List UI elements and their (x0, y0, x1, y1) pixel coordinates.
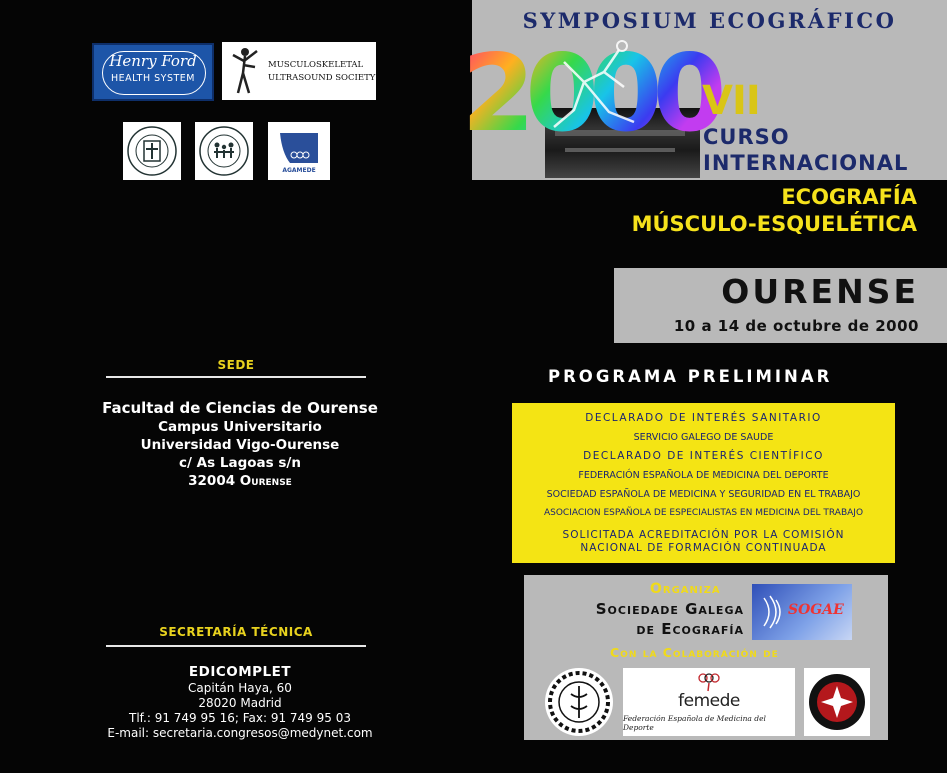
henry-ford-script: Henry Ford (109, 52, 197, 70)
secretaria-divider (106, 645, 366, 647)
programa-title: PROGRAMA PRELIMINAR (548, 367, 833, 386)
family-figures-icon (198, 125, 250, 177)
event-dates: 10 a 14 de octubre de 2000 (673, 317, 919, 335)
sanitary-seal-logo (123, 122, 181, 180)
sogae-logo-text: SOGAE (788, 602, 844, 618)
city-name: OURENSE (721, 272, 919, 311)
gear-seal-icon (547, 670, 611, 734)
msk-line2: ULTRASOUND SOCIETY (268, 72, 376, 83)
topic-line-2: MÚSCULO-ESQUELÉTICA (631, 212, 917, 236)
colaboracion-label: Con la Colaboración de (610, 645, 779, 660)
declarations-box (512, 403, 895, 563)
declaration-5: SOCIEDAD ESPAÑOLA DE MEDICINA Y SEGURIDAD EN EL TRABAJO (546, 489, 861, 500)
secretaria-line-1: Capitán Haya, 60 (188, 681, 292, 695)
year-2000-text: 2000 (461, 32, 717, 155)
edition-numeral: VII (702, 78, 760, 124)
skeleton-figure-icon (228, 45, 262, 97)
msk-society-logo (222, 42, 376, 100)
family-seal-logo (195, 122, 253, 180)
collaborator-seal-right (804, 668, 870, 736)
sede-line-3: Universidad Vigo-Ourense (140, 437, 340, 453)
declaration-7: SOLICITADA ACREDITACIÓN POR LA COMISIÓN (562, 529, 845, 541)
organizer-line-2: de Ecografía (636, 620, 744, 638)
declaration-8: NACIONAL DE FORMACIÓN CONTINUADA (580, 542, 827, 554)
sede-divider (106, 376, 366, 378)
secretaria-email: E-mail: secretaria.congresos@medynet.com (107, 726, 373, 740)
symposium-title: SYMPOSIUM ECOGRÁFICO (522, 8, 897, 33)
secretaria-line-2: 28020 Madrid (198, 696, 282, 710)
agamede-shield-icon (274, 129, 324, 169)
secretaria-heading: SECRETARÍA TÉCNICA (159, 625, 313, 639)
sound-wave-icon (758, 594, 788, 630)
femede-logo (623, 668, 795, 736)
femede-name: femede (678, 691, 740, 711)
internacional-label: INTERNACIONAL (703, 151, 909, 175)
sede-heading: SEDE (217, 358, 255, 372)
declaration-6: ASOCIACION ESPAÑOLA DE ESPECIALISTAS EN MEDICINA DEL TRABAJO (543, 508, 864, 518)
secretaria-address (60, 664, 420, 741)
agamede-logo (268, 122, 330, 180)
sede-address (60, 398, 420, 490)
organizer-line-1: Sociedade Galega (595, 600, 744, 618)
sede-line-2: Campus Universitario (158, 419, 322, 435)
collaborator-seal-left (545, 668, 613, 736)
henry-ford-logo (92, 43, 214, 101)
sede-line-4: c/ As Lagoas s/n (179, 455, 301, 471)
femede-runner-icon (694, 672, 724, 692)
sede-line-5: 32004 Ourense (188, 473, 292, 489)
red-cross-seal-icon (807, 672, 867, 732)
declaration-3: DECLARADO DE INTERÉS CIENTÍFICO (583, 450, 824, 462)
secretaria-name: EDICOMPLET (188, 664, 292, 680)
topic-line-1: ECOGRAFÍA (781, 185, 917, 209)
henry-ford-subtitle: HEALTH SYSTEM (111, 73, 195, 84)
seal-cross-icon (126, 125, 178, 177)
secretaria-line-3: Tlf.: 91 749 95 16; Fax: 91 749 95 03 (129, 711, 351, 725)
agamede-label: AGAMEDE (282, 166, 316, 174)
sede-line-1: Facultad de Ciencias de Ourense (102, 399, 378, 417)
year-2000-graphic (461, 32, 717, 155)
organiza-label: Organiza (650, 581, 721, 597)
sogae-logo (752, 584, 852, 640)
curso-label: CURSO (703, 125, 790, 149)
msk-line1: MUSCULOSKELETAL (268, 59, 364, 70)
declaration-2: SERVICIO GALEGO DE SAUDE (633, 432, 774, 443)
declaration-4: FEDERACIÓN ESPAÑOLA DE MEDICINA DEL DEPORTE (578, 470, 829, 481)
femede-fullname: Federación Española de Medicina del Deporte (623, 714, 766, 732)
declaration-1: DECLARADO DE INTERÉS SANITARIO (585, 412, 822, 424)
